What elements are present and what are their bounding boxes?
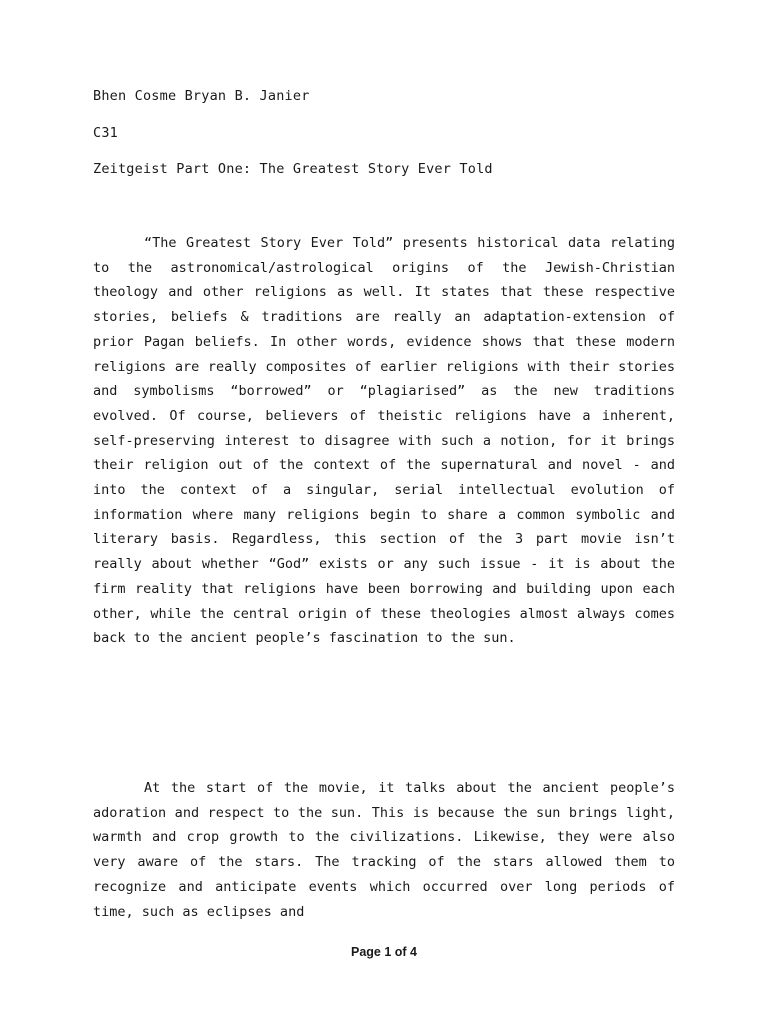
paragraph-2-block	[93, 776, 675, 924]
section-code: C31	[93, 125, 118, 141]
paragraph-1-block	[93, 231, 675, 651]
document-title: Zeitgeist Part One: The Greatest Story Ever Told	[93, 161, 493, 177]
page-number-footer: Page 1 of 4	[351, 945, 417, 959]
author-name: Bhen Cosme Bryan B. Janier	[93, 88, 310, 104]
paragraph-2: At the start of the movie, it talks about the ancient people’s adoration and respect to the sun. This is because the sun brings light, warmth and crop growth to the civilizations. Likewise, they were also very aware of the stars. The tracking of the stars allowed them to recognize and anticipate events which occurred over long periods of time, such as eclipses and	[93, 780, 675, 920]
paragraph-1: “The Greatest Story Ever Told” presents historical data relating to the astronomical/astrological origins of the Jewish-Christian theology and other religions as well. It states that these respective stories, beliefs & traditions are really an adaptation-extension of prior Pagan beliefs. In other words, evidence shows that these modern religions are really composites of earlier religions with their stories and symbolisms “borrowed” or “plagiarised” as the new traditions evolved. Of course, believers of theistic religions have a inherent, self-preserving interest to disagree with such a notion, for it brings their religion out of the context of the supernatural and novel - and into the context of a singular, serial intellectual evolution of information where many religions begin to share a common symbolic and literary basis. Regardless, this section of the 3 part movie isn’t really about whether “God” exists or any such issue - it is about the firm reality that religions have been borrowing and building upon each other, while the central origin of these theologies almost always comes back to the ancient people’s fascination to the sun.	[93, 235, 675, 647]
